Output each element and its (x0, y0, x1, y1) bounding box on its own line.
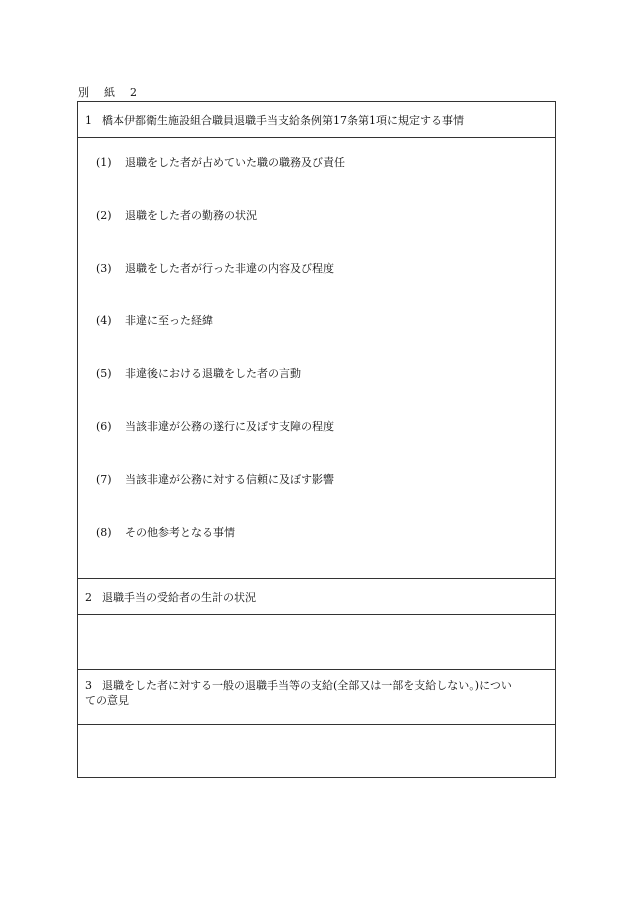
item-8-text: その他参考となる事情 (125, 526, 235, 539)
section2-title: 退職手当の受給者の生計の状況 (102, 590, 256, 604)
section3-heading-row (78, 670, 555, 725)
item-4-text: 非違に至った経緯 (125, 314, 213, 327)
item-6-number: (6) (96, 420, 112, 433)
item-5-number: (5) (96, 367, 112, 380)
item-1-text: 退職をした者が占めていた職の職務及び責任 (125, 156, 345, 169)
item-5 (96, 365, 301, 381)
item-8 (96, 524, 235, 540)
section1-title: 橋本伊都衛生施設組合職員退職手当支給条例第17条第1項に規定する事情 (102, 113, 464, 127)
section1-number: 1 (85, 113, 92, 127)
section2-number: 2 (85, 590, 92, 604)
item-1-number: (1) (96, 156, 112, 169)
item-3-number: (3) (96, 262, 112, 275)
item-7-text: 当該非違が公務に対する信頼に及ぼす影響 (125, 473, 334, 486)
item-8-number: (8) (96, 526, 112, 539)
form-label: 別 紙 2 (78, 86, 139, 99)
item-3-text: 退職をした者が行った非違の内容及び程度 (125, 262, 334, 275)
section1-items-cell (78, 138, 555, 579)
section3-heading (85, 678, 549, 708)
section3-heading-line2: ての意見 (85, 694, 129, 707)
section1-heading (85, 112, 464, 128)
item-1 (96, 154, 345, 170)
item-7 (96, 471, 334, 487)
item-6-text: 当該非違が公務の遂行に及ぼす支障の程度 (125, 420, 334, 433)
item-4 (96, 312, 213, 328)
section2-heading-row (78, 579, 555, 615)
section2-heading (85, 589, 256, 605)
item-4-number: (4) (96, 314, 112, 327)
form-table (77, 101, 556, 778)
item-2 (96, 207, 257, 223)
section3-title-line1: 退職をした者に対する一般の退職手当等の支給(全部又は一部を支給しない。)につい (102, 679, 512, 692)
item-2-number: (2) (96, 209, 112, 222)
section1-heading-row (78, 102, 555, 138)
section3-answer-cell (78, 725, 555, 777)
item-5-text: 非違後における退職をした者の言動 (125, 367, 301, 380)
section3-heading-line1 (85, 678, 549, 693)
item-7-number: (7) (96, 473, 112, 486)
item-2-text: 退職をした者の勤務の状況 (125, 209, 257, 222)
item-3 (96, 260, 334, 276)
item-6 (96, 418, 334, 434)
section3-number: 3 (85, 679, 92, 692)
section2-answer-cell (78, 615, 555, 670)
